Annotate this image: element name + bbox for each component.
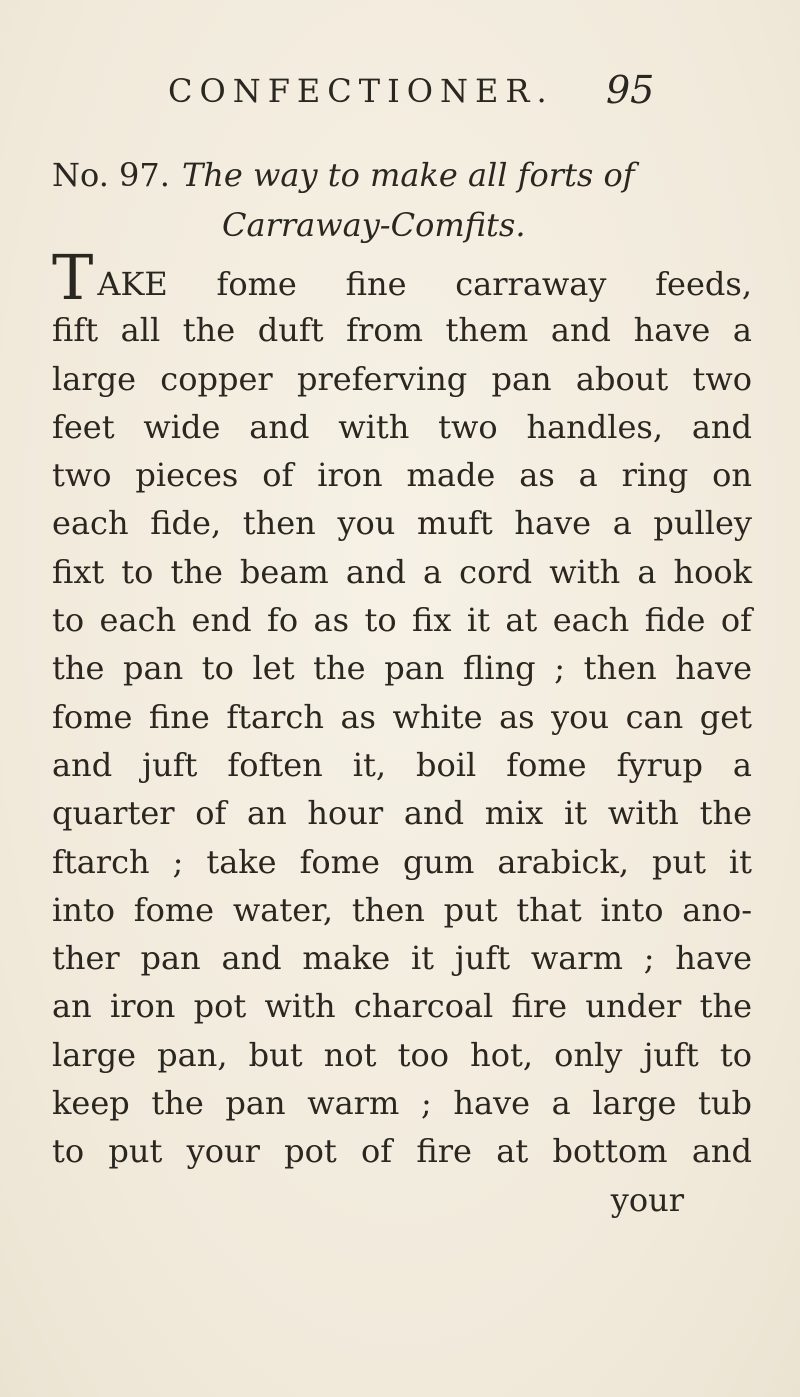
catchword: your: [610, 1180, 684, 1219]
body-line-text: AKE fome fine carraway feeds,: [97, 265, 752, 303]
body-line-13: ftarch ; take fome gum arabick, put it: [52, 842, 752, 881]
recipe-heading: [52, 150, 752, 250]
body-line-16: an iron pot with charcoal fire under the: [52, 987, 752, 1026]
running-head: [0, 68, 800, 122]
body-line-3: large copper preferving pan about two: [52, 359, 752, 398]
recipe-title-line-1: The way to make all forts of: [181, 156, 635, 194]
body-line-1: [52, 241, 752, 314]
body-line-11: and juft foften it, boil fome fyrup a: [52, 745, 752, 784]
body-line-12: quarter of an hour and mix it with the: [52, 794, 752, 833]
body-line-7: fixt to the beam and a cord with a hook: [52, 552, 752, 591]
page-number: 95: [606, 68, 655, 112]
body-line-4: feet wide and with two handles, and: [52, 407, 752, 446]
recipe-number: No. 97.: [52, 156, 170, 194]
body-line-15: ther pan and make it juft warm ; have: [52, 939, 752, 978]
body-line-8: to each end fo as to fix it at each fide of: [52, 601, 752, 640]
body-line-10: fome fine ftarch as white as you can get: [52, 697, 752, 736]
body-line-6: each fide, then you muft have a pulley: [52, 504, 752, 543]
body-line-18: keep the pan warm ; have a large tub: [52, 1084, 752, 1123]
body-line-9: the pan to let the pan fling ; then have: [52, 649, 752, 688]
body-line-17: large pan, but not too hot, only juft to: [52, 1035, 752, 1074]
body-line-14: into fome water, then put that into ano-: [52, 890, 752, 929]
body-line-2: fift all the duft from them and have a: [52, 311, 752, 350]
drop-cap: T: [52, 241, 98, 314]
running-head-title: CONFECTIONER.: [168, 72, 554, 110]
body-line-19: to put your pot of fire at bottom and: [52, 1132, 752, 1171]
recipe-title-line-2: Carraway-Comfits.: [222, 206, 526, 244]
recipe-body: [52, 241, 752, 1224]
body-line-5: two pieces of iron made as a ring on: [52, 456, 752, 495]
